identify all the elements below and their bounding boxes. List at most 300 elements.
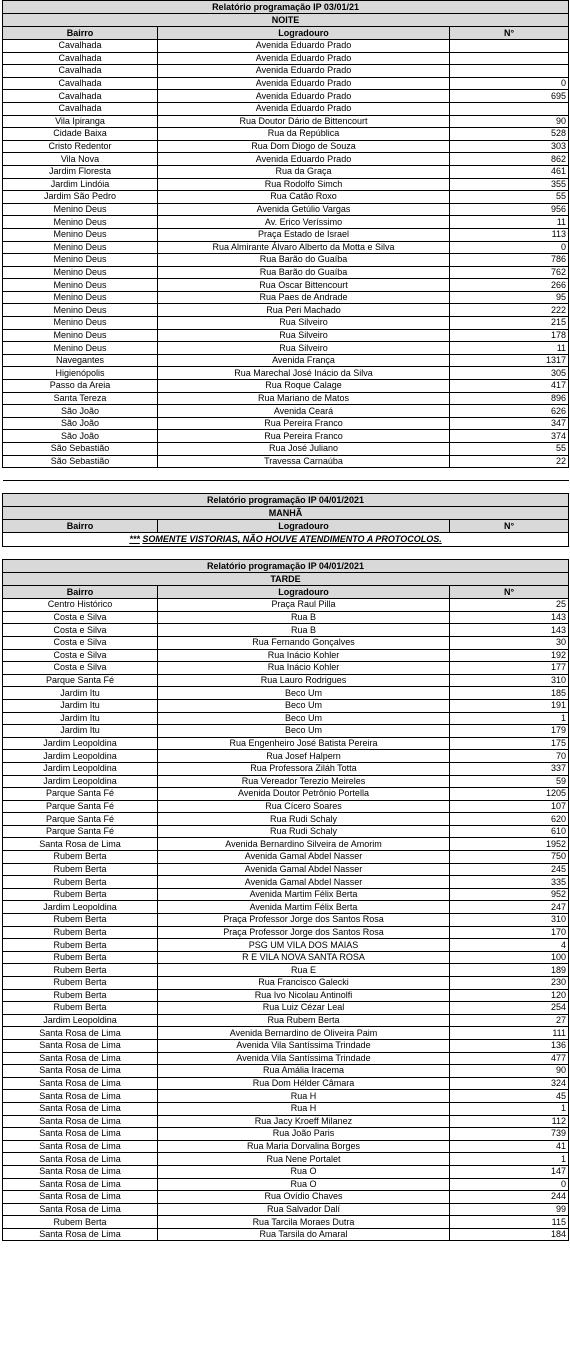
bairro-cell: Menino Deus — [3, 291, 158, 304]
table-row — [3, 687, 569, 700]
logradouro-cell: Avenida Bernardino Silveira de Amorim — [158, 838, 450, 851]
logradouro-cell: Rua Vereador Terezio Meireles — [158, 775, 450, 788]
logradouro-cell: Rua Luiz Cézar Leal — [158, 1002, 450, 1015]
bairro-cell: Menino Deus — [3, 241, 158, 254]
spacer-row — [3, 468, 569, 481]
table-row — [3, 1014, 569, 1027]
bairro-cell: Cavalhada — [3, 65, 158, 78]
bairro-cell: Rubem Berta — [3, 876, 158, 889]
bairro-cell: Santa Rosa de Lima — [3, 1115, 158, 1128]
logradouro-cell: Rua Inácio Kohler — [158, 649, 450, 662]
bairro-cell: Menino Deus — [3, 203, 158, 216]
logradouro-cell: Rua Catão Roxo — [158, 191, 450, 204]
table-row — [3, 989, 569, 1002]
numero-cell: 184 — [450, 1228, 569, 1241]
table-row — [3, 191, 569, 204]
numero-cell: 347 — [450, 417, 569, 430]
numero-cell: 175 — [450, 737, 569, 750]
table-row — [3, 813, 569, 826]
header-logradouro: Logradouro — [158, 27, 450, 40]
numero-cell: 90 — [450, 1065, 569, 1078]
numero-cell: 120 — [450, 989, 569, 1002]
table-row — [3, 443, 569, 456]
logradouro-cell: Beco Um — [158, 699, 450, 712]
logradouro-cell: Rua Marechal José Inácio da Silva — [158, 367, 450, 380]
table-row — [3, 901, 569, 914]
table-row — [3, 380, 569, 393]
bairro-cell: Costa e Silva — [3, 611, 158, 624]
column-header-row — [3, 586, 569, 599]
bairro-cell: São Sebastião — [3, 443, 158, 456]
table-row — [3, 662, 569, 675]
numero-cell: 896 — [450, 392, 569, 405]
numero-cell: 230 — [450, 977, 569, 990]
bairro-cell: Menino Deus — [3, 228, 158, 241]
logradouro-cell: Avenida Eduardo Prado — [158, 77, 450, 90]
table-row — [3, 1002, 569, 1015]
logradouro-cell: Rua Ovídio Chaves — [158, 1191, 450, 1204]
numero-cell: 303 — [450, 140, 569, 153]
numero-cell: 0 — [450, 77, 569, 90]
table-row — [3, 1165, 569, 1178]
bairro-cell: Cavalhada — [3, 40, 158, 53]
logradouro-cell: Avenida Eduardo Prado — [158, 90, 450, 103]
numero-cell: 147 — [450, 1165, 569, 1178]
table-row — [3, 455, 569, 468]
bairro-cell: Santa Rosa de Lima — [3, 1102, 158, 1115]
logradouro-cell: Rua Ivo Nicolau Antinolfi — [158, 989, 450, 1002]
bairro-cell: Jardim Itu — [3, 687, 158, 700]
bairro-cell: Jardim São Pedro — [3, 191, 158, 204]
logradouro-cell: Avenida Martim Félix Berta — [158, 901, 450, 914]
logradouro-cell: Rua Francisco Galecki — [158, 977, 450, 990]
numero-cell: 245 — [450, 863, 569, 876]
table-row — [3, 77, 569, 90]
table-row — [3, 392, 569, 405]
table-row — [3, 977, 569, 990]
header-logradouro: Logradouro — [158, 586, 450, 599]
table-row — [3, 1102, 569, 1115]
logradouro-cell: Praça Estado de Israel — [158, 228, 450, 241]
bairro-cell: Jardim Leopoldina — [3, 737, 158, 750]
numero-cell: 55 — [450, 443, 569, 456]
table-row — [3, 254, 569, 267]
bairro-cell: Cavalhada — [3, 52, 158, 65]
table-row — [3, 750, 569, 763]
numero-cell: 99 — [450, 1203, 569, 1216]
header-bairro: Bairro — [3, 520, 158, 533]
table-row — [3, 90, 569, 103]
table-row — [3, 1191, 569, 1204]
logradouro-cell: Avenida Gamal Abdel Nasser — [158, 851, 450, 864]
logradouro-cell: Avenida Eduardo Prado — [158, 153, 450, 166]
bairro-cell: Santa Rosa de Lima — [3, 1191, 158, 1204]
bairro-cell: Cristo Redentor — [3, 140, 158, 153]
table-row — [3, 1027, 569, 1040]
numero-cell: 750 — [450, 851, 569, 864]
shift-label: TARDE — [3, 573, 569, 586]
logradouro-cell: Praça Professor Jorge dos Santos Rosa — [158, 914, 450, 927]
table-row — [3, 762, 569, 775]
table-row — [3, 329, 569, 342]
table-row — [3, 926, 569, 939]
bairro-cell: Menino Deus — [3, 342, 158, 355]
logradouro-cell: Rua Rodolfo Simch — [158, 178, 450, 191]
bairro-cell: Jardim Leopoldina — [3, 1014, 158, 1027]
logradouro-cell: Avenida Gamal Abdel Nasser — [158, 876, 450, 889]
bairro-cell: Rubem Berta — [3, 851, 158, 864]
table-row — [3, 699, 569, 712]
shift-label: NOITE — [3, 14, 569, 27]
numero-cell — [450, 52, 569, 65]
numero-cell: 1952 — [450, 838, 569, 851]
header-numero: N° — [450, 27, 569, 40]
table-row — [3, 876, 569, 889]
numero-cell: 310 — [450, 674, 569, 687]
numero-cell: 27 — [450, 1014, 569, 1027]
header-numero: N° — [450, 586, 569, 599]
table-row — [3, 599, 569, 612]
bairro-cell: Santa Rosa de Lima — [3, 1039, 158, 1052]
table-row — [3, 788, 569, 801]
logradouro-cell: Rua Barão do Guaíba — [158, 266, 450, 279]
section-title: Relatório programação IP 03/01/21 — [3, 1, 569, 14]
table-row — [3, 636, 569, 649]
table-row — [3, 863, 569, 876]
numero-cell: 610 — [450, 825, 569, 838]
table-row — [3, 825, 569, 838]
table-row — [3, 1178, 569, 1191]
numero-cell: 862 — [450, 153, 569, 166]
bairro-cell: São João — [3, 417, 158, 430]
bairro-cell: Jardim Itu — [3, 699, 158, 712]
logradouro-cell: Rua Cícero Soares — [158, 800, 450, 813]
bairro-cell: Jardim Leopoldina — [3, 762, 158, 775]
logradouro-cell: Avenida Eduardo Prado — [158, 65, 450, 78]
numero-cell: 0 — [450, 1178, 569, 1191]
table-row — [3, 1052, 569, 1065]
logradouro-cell: Rua Paes de Andrade — [158, 291, 450, 304]
numero-cell: 191 — [450, 699, 569, 712]
bairro-cell: Santa Rosa de Lima — [3, 1228, 158, 1241]
table-row — [3, 1216, 569, 1229]
numero-cell: 374 — [450, 430, 569, 443]
table-row — [3, 851, 569, 864]
bairro-cell: São João — [3, 405, 158, 418]
bairro-cell: Menino Deus — [3, 329, 158, 342]
logradouro-cell: R E VILA NOVA SANTA ROSA — [158, 951, 450, 964]
bairro-cell: Santa Rosa de Lima — [3, 1077, 158, 1090]
table-row — [3, 304, 569, 317]
bairro-cell: Santa Rosa de Lima — [3, 1128, 158, 1141]
numero-cell: 222 — [450, 304, 569, 317]
bairro-cell: Costa e Silva — [3, 636, 158, 649]
table-row — [3, 888, 569, 901]
bairro-cell: Parque Santa Fé — [3, 674, 158, 687]
spacer-cell — [3, 547, 569, 560]
spacer-cell — [3, 481, 569, 494]
numero-cell: 626 — [450, 405, 569, 418]
numero-cell: 179 — [450, 725, 569, 738]
bairro-cell: Santa Tereza — [3, 392, 158, 405]
numero-cell: 11 — [450, 216, 569, 229]
table-row — [3, 279, 569, 292]
note-marker: *** — [129, 534, 140, 545]
numero-cell: 324 — [450, 1077, 569, 1090]
numero-cell: 247 — [450, 901, 569, 914]
shift-row — [3, 14, 569, 27]
bairro-cell: Costa e Silva — [3, 662, 158, 675]
logradouro-cell: Rua Silveiro — [158, 342, 450, 355]
logradouro-cell: Avenida França — [158, 354, 450, 367]
logradouro-cell: Rua Silveiro — [158, 329, 450, 342]
numero-cell: 55 — [450, 191, 569, 204]
logradouro-cell: Avenida Gamal Abdel Nasser — [158, 863, 450, 876]
numero-cell: 1 — [450, 1102, 569, 1115]
bairro-cell: Rubem Berta — [3, 914, 158, 927]
numero-cell: 41 — [450, 1140, 569, 1153]
numero-cell: 59 — [450, 775, 569, 788]
logradouro-cell: Rua O — [158, 1178, 450, 1191]
logradouro-cell: Rua B — [158, 611, 450, 624]
logradouro-cell: Rua Roque Calage — [158, 380, 450, 393]
bairro-cell: Jardim Itu — [3, 712, 158, 725]
numero-cell: 112 — [450, 1115, 569, 1128]
logradouro-cell: Praça Professor Jorge dos Santos Rosa — [158, 926, 450, 939]
logradouro-cell: Rua Pereira Franco — [158, 430, 450, 443]
bairro-cell: Rubem Berta — [3, 989, 158, 1002]
logradouro-cell: Rua Pereira Franco — [158, 417, 450, 430]
bairro-cell: Parque Santa Fé — [3, 825, 158, 838]
bairro-cell: São Sebastião — [3, 455, 158, 468]
logradouro-cell: Rua Peri Machado — [158, 304, 450, 317]
numero-cell: 111 — [450, 1027, 569, 1040]
logradouro-cell: Praça Raul Pilla — [158, 599, 450, 612]
bairro-cell: Costa e Silva — [3, 624, 158, 637]
table-row — [3, 649, 569, 662]
logradouro-cell: Rua Inácio Kohler — [158, 662, 450, 675]
numero-cell: 620 — [450, 813, 569, 826]
logradouro-cell: Avenida Ceará — [158, 405, 450, 418]
bairro-cell: Menino Deus — [3, 304, 158, 317]
logradouro-cell: Rua Barão do Guaíba — [158, 254, 450, 267]
table-row — [3, 712, 569, 725]
bairro-cell: Cavalhada — [3, 102, 158, 115]
numero-cell: 70 — [450, 750, 569, 763]
bairro-cell: Santa Rosa de Lima — [3, 838, 158, 851]
logradouro-cell: Rua Doutor Dário de Bittencourt — [158, 115, 450, 128]
numero-cell: 143 — [450, 611, 569, 624]
bairro-cell: Menino Deus — [3, 317, 158, 330]
bairro-cell: Parque Santa Fé — [3, 800, 158, 813]
logradouro-cell: Rua da República — [158, 128, 450, 141]
shift-row — [3, 573, 569, 586]
table-row — [3, 367, 569, 380]
logradouro-cell: Rua Josef Halpern — [158, 750, 450, 763]
numero-cell: 143 — [450, 624, 569, 637]
bairro-cell: Vila Ipiranga — [3, 115, 158, 128]
table-row — [3, 203, 569, 216]
numero-cell: 335 — [450, 876, 569, 889]
table-row — [3, 342, 569, 355]
table-row — [3, 838, 569, 851]
numero-cell: 305 — [450, 367, 569, 380]
bairro-cell: Rubem Berta — [3, 926, 158, 939]
table-row — [3, 40, 569, 53]
logradouro-cell: Rua Lauro Rodrigues — [158, 674, 450, 687]
table-row — [3, 1153, 569, 1166]
logradouro-cell: Rua Mariano de Matos — [158, 392, 450, 405]
table-row — [3, 1128, 569, 1141]
bairro-cell: Rubem Berta — [3, 888, 158, 901]
logradouro-cell: Avenida Vila Santíssima Trindade — [158, 1039, 450, 1052]
table-row — [3, 1228, 569, 1241]
bairro-cell: Rubem Berta — [3, 977, 158, 990]
bairro-cell: Rubem Berta — [3, 863, 158, 876]
numero-cell: 11 — [450, 342, 569, 355]
numero-cell: 100 — [450, 951, 569, 964]
logradouro-cell: Beco Um — [158, 712, 450, 725]
table-row — [3, 65, 569, 78]
numero-cell: 952 — [450, 888, 569, 901]
table-row — [3, 417, 569, 430]
table-row — [3, 354, 569, 367]
table-row — [3, 1140, 569, 1153]
numero-cell: 90 — [450, 115, 569, 128]
table-row — [3, 241, 569, 254]
bairro-cell: Jardim Leopoldina — [3, 901, 158, 914]
numero-cell: 107 — [450, 800, 569, 813]
section-title-row — [3, 494, 569, 507]
logradouro-cell: Avenida Bernardino de Oliveira Paim — [158, 1027, 450, 1040]
table-row — [3, 153, 569, 166]
logradouro-cell: Rua Engenheiro José Batista Pereira — [158, 737, 450, 750]
numero-cell: 254 — [450, 1002, 569, 1015]
table-row — [3, 266, 569, 279]
bairro-cell: Jardim Leopoldina — [3, 750, 158, 763]
logradouro-cell: Beco Um — [158, 687, 450, 700]
header-bairro: Bairro — [3, 586, 158, 599]
spacer-row — [3, 481, 569, 494]
numero-cell: 4 — [450, 939, 569, 952]
bairro-cell: São João — [3, 430, 158, 443]
section-title-row — [3, 1, 569, 14]
logradouro-cell: Rua Dom Diogo de Souza — [158, 140, 450, 153]
logradouro-cell: Rua Maria Dorvalina Borges — [158, 1140, 450, 1153]
numero-cell: 786 — [450, 254, 569, 267]
table-row — [3, 128, 569, 141]
table-row — [3, 178, 569, 191]
table-row — [3, 725, 569, 738]
logradouro-cell: Rua H — [158, 1090, 450, 1103]
bairro-cell: Higienópolis — [3, 367, 158, 380]
bairro-cell: Menino Deus — [3, 266, 158, 279]
numero-cell: 528 — [450, 128, 569, 141]
numero-cell: 189 — [450, 964, 569, 977]
table-row — [3, 317, 569, 330]
numero-cell — [450, 65, 569, 78]
logradouro-cell: Rua Rubem Berta — [158, 1014, 450, 1027]
table-row — [3, 1203, 569, 1216]
bairro-cell: Passo da Areia — [3, 380, 158, 393]
bairro-cell: Cidade Baixa — [3, 128, 158, 141]
logradouro-cell: Rua Rudi Schaly — [158, 825, 450, 838]
table-row — [3, 1065, 569, 1078]
numero-cell: 739 — [450, 1128, 569, 1141]
table-row — [3, 914, 569, 927]
logradouro-cell: Rua Tarcila Moraes Dutra — [158, 1216, 450, 1229]
numero-cell: 1205 — [450, 788, 569, 801]
bairro-cell: Jardim Itu — [3, 725, 158, 738]
numero-cell: 695 — [450, 90, 569, 103]
table-row — [3, 939, 569, 952]
bairro-cell: Jardim Floresta — [3, 165, 158, 178]
bairro-cell: Santa Rosa de Lima — [3, 1027, 158, 1040]
logradouro-cell: Avenida Martim Félix Berta — [158, 888, 450, 901]
numero-cell: 1 — [450, 1153, 569, 1166]
numero-cell: 177 — [450, 662, 569, 675]
table-row — [3, 775, 569, 788]
section-title-row — [3, 560, 569, 573]
logradouro-cell: Avenida Getúlio Vargas — [158, 203, 450, 216]
numero-cell: 45 — [450, 1090, 569, 1103]
numero-cell — [450, 40, 569, 53]
numero-cell: 30 — [450, 636, 569, 649]
numero-cell: 136 — [450, 1039, 569, 1052]
logradouro-cell: Rua Silveiro — [158, 317, 450, 330]
numero-cell: 337 — [450, 762, 569, 775]
logradouro-cell: Rua Dom Hélder Câmara — [158, 1077, 450, 1090]
bairro-cell: Santa Rosa de Lima — [3, 1090, 158, 1103]
report-table — [2, 0, 569, 1241]
logradouro-cell: Rua B — [158, 624, 450, 637]
bairro-cell: Cavalhada — [3, 77, 158, 90]
table-row — [3, 1077, 569, 1090]
bairro-cell: Rubem Berta — [3, 1002, 158, 1015]
numero-cell: 95 — [450, 291, 569, 304]
logradouro-cell: Avenida Eduardo Prado — [158, 102, 450, 115]
table-row — [3, 228, 569, 241]
bairro-cell: Vila Nova — [3, 153, 158, 166]
numero-cell: 762 — [450, 266, 569, 279]
bairro-cell: Cavalhada — [3, 90, 158, 103]
table-row — [3, 674, 569, 687]
numero-cell: 477 — [450, 1052, 569, 1065]
logradouro-cell: Rua Amália Iracema — [158, 1065, 450, 1078]
logradouro-cell: Rua Nene Portalet — [158, 1153, 450, 1166]
header-bairro: Bairro — [3, 27, 158, 40]
note-row — [3, 533, 569, 547]
shift-row — [3, 507, 569, 520]
bairro-cell: Santa Rosa de Lima — [3, 1052, 158, 1065]
logradouro-cell: Rua Fernando Gonçalves — [158, 636, 450, 649]
bairro-cell: Centro Histórico — [3, 599, 158, 612]
table-row — [3, 140, 569, 153]
bairro-cell: Menino Deus — [3, 254, 158, 267]
bairro-cell: Parque Santa Fé — [3, 788, 158, 801]
logradouro-cell: Rua O — [158, 1165, 450, 1178]
numero-cell: 956 — [450, 203, 569, 216]
logradouro-cell: PSG UM VILA DOS MAIAS — [158, 939, 450, 952]
numero-cell: 192 — [450, 649, 569, 662]
numero-cell: 1317 — [450, 354, 569, 367]
numero-cell: 355 — [450, 178, 569, 191]
bairro-cell: Jardim Lindóia — [3, 178, 158, 191]
table-row — [3, 951, 569, 964]
table-row — [3, 1115, 569, 1128]
table-row — [3, 405, 569, 418]
table-row — [3, 964, 569, 977]
